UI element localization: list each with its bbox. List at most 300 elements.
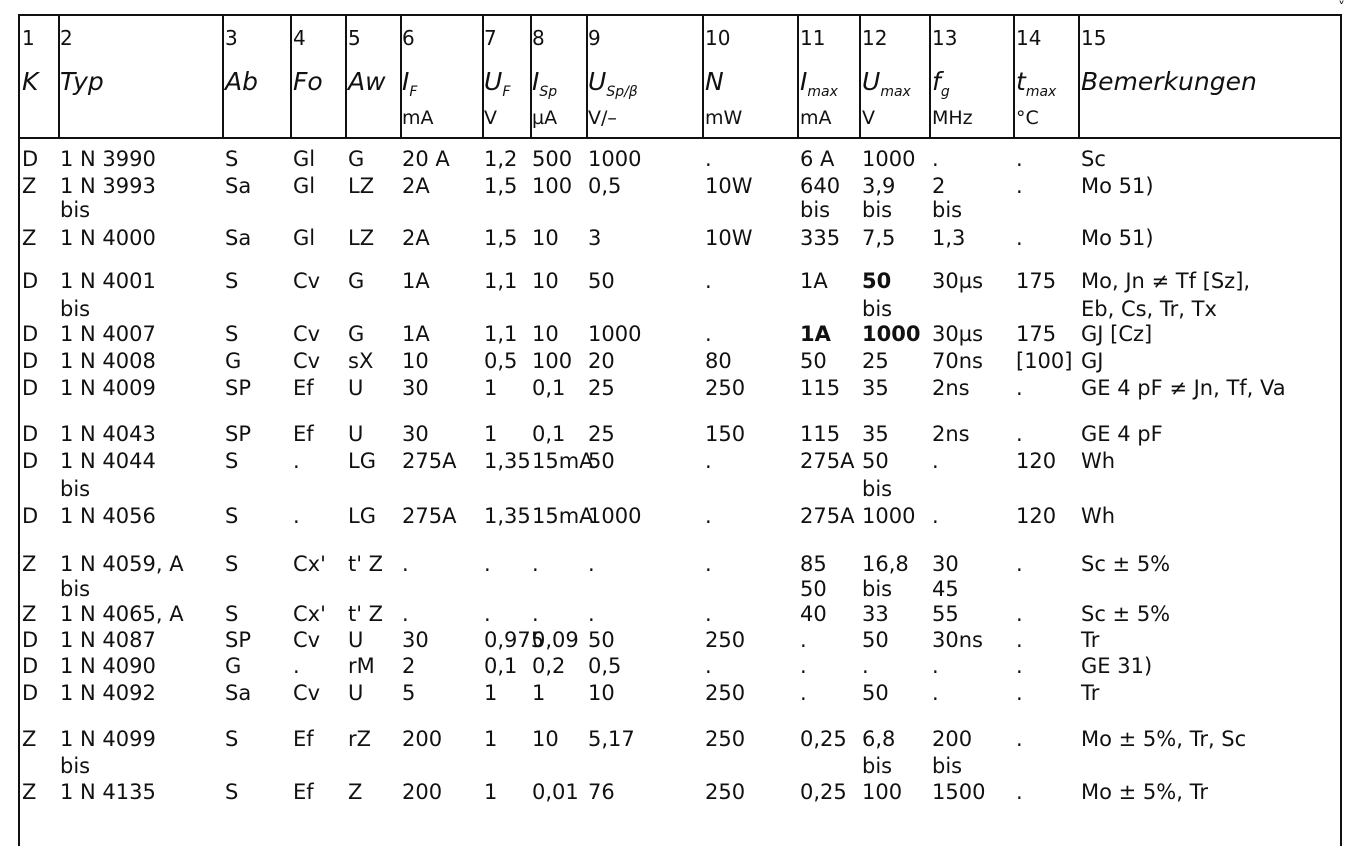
table-cell: Gl <box>293 147 316 171</box>
table-cell: . <box>705 602 712 626</box>
column-label: K <box>22 67 39 96</box>
table-cell: Wh <box>1081 504 1116 528</box>
table-cell: 1 N 4092 <box>60 681 156 705</box>
table-cell: 1 N 4090 <box>60 654 156 678</box>
table-cell: 250 <box>705 681 746 705</box>
table-cell: 1,35 <box>484 449 531 473</box>
table-cell: U <box>348 628 364 652</box>
table-cell: 1,3 <box>932 226 966 250</box>
table-cell: rM <box>348 654 375 678</box>
table-cell: Z <box>22 226 37 250</box>
column-divider <box>797 14 799 139</box>
table-cell: 2ns <box>932 422 970 446</box>
table-cell: Cv <box>293 322 321 346</box>
table-cell: 35 <box>862 422 889 446</box>
table-cell: 2 <box>932 174 946 198</box>
table-cell: . <box>588 602 595 626</box>
table-cell: . <box>705 504 712 528</box>
table-cell: 250 <box>705 376 746 400</box>
table-cell: G <box>348 269 365 293</box>
table-cell: 1A <box>402 322 430 346</box>
table-cell: . <box>800 628 807 652</box>
column-number: 3 <box>225 26 238 50</box>
table-cell: 275A <box>402 504 457 528</box>
table-cell: S <box>225 147 239 171</box>
table-cell: Gl <box>293 174 316 198</box>
table-cell: 0,5 <box>588 174 622 198</box>
table-cell: S <box>225 269 239 293</box>
table-cell: . <box>705 552 712 576</box>
table-cell: 50 <box>862 681 889 705</box>
table-cell: 250 <box>705 727 746 751</box>
table-cell: 120 <box>1016 504 1057 528</box>
table-cell: 15mA <box>532 449 594 473</box>
table-cell: 3 <box>588 226 602 250</box>
table-cell: 10 <box>532 322 559 346</box>
table-cell: SP <box>225 422 251 446</box>
column-label: $t_{max}$ <box>1016 67 1057 100</box>
table-cell: 70ns <box>932 349 983 373</box>
column-label: Aw <box>348 67 386 96</box>
table-cell: . <box>484 602 491 626</box>
table-cell: 100 <box>532 349 573 373</box>
table-cell: 10W <box>705 226 753 250</box>
table-cell: 100 <box>862 780 903 804</box>
column-divider <box>1013 14 1015 139</box>
table-cell: Ef <box>293 376 314 400</box>
table-cell: Ef <box>293 727 314 751</box>
table-cell: 35 <box>862 376 889 400</box>
table-cell: [100] <box>1016 349 1073 373</box>
table-cell: 5 <box>402 681 416 705</box>
table-cell: Z <box>22 552 37 576</box>
table-cell: . <box>705 269 712 293</box>
table-cell: 1000 <box>588 322 642 346</box>
table-cell: . <box>1016 226 1023 250</box>
table-cell: 1 <box>484 376 498 400</box>
table-cell: 1 <box>484 727 498 751</box>
table-cell: . <box>484 552 491 576</box>
table-cell: 2A <box>402 226 430 250</box>
column-label: $U_{max}$ <box>862 67 911 100</box>
table-cell: D <box>22 422 39 446</box>
table-cell: 30µs <box>932 322 984 346</box>
table-cell: 0,2 <box>532 654 566 678</box>
column-number: 11 <box>800 26 826 50</box>
column-unit: µA <box>532 107 558 129</box>
table-cell: 200 <box>402 780 443 804</box>
column-number: 10 <box>705 26 731 50</box>
table-cell: 30 <box>402 376 429 400</box>
table-cell: Mo ± 5%, Tr, Sc <box>1081 727 1247 751</box>
column-number: 13 <box>932 26 958 50</box>
table-cell: . <box>1016 376 1023 400</box>
table-cell: 50 <box>862 628 889 652</box>
table-cell: 1A <box>800 269 828 293</box>
column-number: 5 <box>348 26 361 50</box>
table-cell: 1,1 <box>484 269 518 293</box>
table-cell: 2 <box>402 654 416 678</box>
table-cell: 1A <box>402 269 430 293</box>
table-cell: 0,01 <box>532 780 579 804</box>
table-cell: 1,1 <box>484 322 518 346</box>
table-cell: 1 <box>532 681 546 705</box>
table-cell: Z <box>22 602 37 626</box>
table-cell: 640 <box>800 174 841 198</box>
column-number: 8 <box>532 26 545 50</box>
column-label: $f_g$ <box>932 67 950 100</box>
column-unit: mA <box>402 107 434 129</box>
table-cell: . <box>1016 147 1023 171</box>
table-cell: 50 <box>800 577 827 601</box>
table-cell: Cv <box>293 349 321 373</box>
table-cell: 1 N 3993 <box>60 174 156 198</box>
table-cell: 120 <box>1016 449 1057 473</box>
table-cell: bis <box>60 198 91 222</box>
table-cell: SP <box>225 376 251 400</box>
table-cell: 0,5 <box>484 349 518 373</box>
table-cell: . <box>1016 602 1023 626</box>
table-cell: Z <box>22 174 37 198</box>
table-cell: . <box>1016 727 1023 751</box>
column-unit: MHz <box>932 107 973 129</box>
table-cell: SP <box>225 628 251 652</box>
table-cell: 175 <box>1016 269 1057 293</box>
column-label: $U_F$ <box>484 67 511 100</box>
table-cell: 80 <box>705 349 732 373</box>
table-cell: GJ <box>1081 349 1104 373</box>
table-cell: S <box>225 322 239 346</box>
table-cell: 1A <box>800 322 831 346</box>
table-cell: . <box>862 654 869 678</box>
table-cell: 1 N 4065, A <box>60 602 184 626</box>
table-cell: 10 <box>532 269 559 293</box>
table-cell: 0,25 <box>800 780 847 804</box>
table-cell: Sa <box>225 681 252 705</box>
table-cell: 1 N 4087 <box>60 628 156 652</box>
column-unit: V/– <box>588 107 617 129</box>
table-cell: LG <box>348 504 376 528</box>
column-label: Ab <box>225 67 258 96</box>
table-cell: 33 <box>862 602 889 626</box>
table-cell: Mo 51) <box>1081 226 1154 250</box>
table-cell: G <box>225 349 242 373</box>
table-cell: 76 <box>588 780 615 804</box>
table-cell: 1 N 4001 <box>60 269 156 293</box>
table-cell: Cv <box>293 269 321 293</box>
table-cell: GE 4 pF <box>1081 422 1163 446</box>
table-cell: 10 <box>532 727 559 751</box>
column-unit: mW <box>705 107 743 129</box>
table-cell: 20 A <box>402 147 450 171</box>
table-cell: 0,09 <box>532 628 579 652</box>
table-cell: . <box>1016 552 1023 576</box>
table-cell: Sc ± 5% <box>1081 602 1171 626</box>
column-number: 1 <box>22 26 35 50</box>
table-cell: . <box>705 654 712 678</box>
table-cell: Cv <box>293 628 321 652</box>
table-cell: D <box>22 681 39 705</box>
table-cell: 10W <box>705 174 753 198</box>
column-divider <box>290 14 292 139</box>
table-cell: . <box>705 322 712 346</box>
column-label: Bemerkungen <box>1081 67 1257 96</box>
table-cell: 1 N 4008 <box>60 349 156 373</box>
table-cell: GE 31) <box>1081 654 1153 678</box>
table-cell: . <box>932 504 939 528</box>
table-cell: 1 N 4059, A <box>60 552 184 576</box>
table-cell: Cx' <box>293 602 326 626</box>
table-cell: U <box>348 376 364 400</box>
table-cell: bis <box>800 198 831 222</box>
table-cell: 1 N 4044 <box>60 449 156 473</box>
table-cell: . <box>705 449 712 473</box>
table-cell: Ef <box>293 422 314 446</box>
table-cell: G <box>348 147 365 171</box>
table-cell: Sc <box>1081 147 1106 171</box>
table-cell: bis <box>932 198 963 222</box>
table-cell: Tr <box>1081 628 1100 652</box>
table-cell: D <box>22 349 39 373</box>
table-cell: . <box>1016 174 1023 198</box>
column-unit: °C <box>1016 107 1039 129</box>
column-unit: V <box>484 107 497 129</box>
table-cell: 175 <box>1016 322 1057 346</box>
table-cell: 1 N 4000 <box>60 226 156 250</box>
table-cell: LZ <box>348 226 375 250</box>
table-cell: Eb, Cs, Tr, Tx <box>1081 297 1217 321</box>
table-cell: 100 <box>532 174 573 198</box>
column-unit: mA <box>800 107 832 129</box>
table-cell: D <box>22 654 39 678</box>
table-cell: 2ns <box>932 376 970 400</box>
table-cell: 50 <box>862 449 889 473</box>
table-cell: 40 <box>800 602 827 626</box>
table-cell: bis <box>862 477 893 501</box>
table-cell: sX <box>348 349 374 373</box>
table-cell: . <box>1016 422 1023 446</box>
table-cell: 1 <box>484 422 498 446</box>
table-cell: S <box>225 602 239 626</box>
table-cell: 6 A <box>800 147 835 171</box>
table-cell: 1 N 4056 <box>60 504 156 528</box>
table-cell: 150 <box>705 422 746 446</box>
table-cell: 6,8 <box>862 727 896 751</box>
table-cell: Sa <box>225 174 252 198</box>
table-cell: GJ [Cz] <box>1081 322 1153 346</box>
table-cell: bis <box>862 198 893 222</box>
table-cell: 200 <box>402 727 443 751</box>
table-cell: D <box>22 269 39 293</box>
table-cell: 1000 <box>862 147 916 171</box>
table-cell: . <box>1016 780 1023 804</box>
table-cell: 275A <box>800 449 855 473</box>
table-cell: bis <box>60 754 91 778</box>
table-cell: bis <box>60 477 91 501</box>
table-cell: 30 <box>402 628 429 652</box>
table-cell: Mo, Jn ≠ Tf [Sz], <box>1081 269 1251 293</box>
table-cell: 1 N 3990 <box>60 147 156 171</box>
table-cell: 2A <box>402 174 430 198</box>
column-number: 12 <box>862 26 888 50</box>
table-cell: 50 <box>862 269 892 293</box>
column-divider <box>345 14 347 139</box>
table-cell: 1500 <box>932 780 986 804</box>
table-cell: 50 <box>588 628 615 652</box>
column-label: $I_{max}$ <box>800 67 838 100</box>
table-cell: S <box>225 780 239 804</box>
table-cell: S <box>225 727 239 751</box>
column-number: 4 <box>293 26 306 50</box>
header-divider <box>18 137 1340 139</box>
table-cell: Wh <box>1081 449 1116 473</box>
table-cell: 0,1 <box>484 654 518 678</box>
table-cell: 1000 <box>862 322 921 346</box>
table-cell: Z <box>22 780 37 804</box>
table-cell: 7,5 <box>862 226 896 250</box>
table-cell: 1 <box>484 780 498 804</box>
table-cell: 85 <box>800 552 827 576</box>
table-cell: D <box>22 504 39 528</box>
column-number: 9 <box>588 26 601 50</box>
table-cell: 20 <box>588 349 615 373</box>
table-cell: 275A <box>402 449 457 473</box>
table-cell: 1 N 4007 <box>60 322 156 346</box>
table-cell: 115 <box>800 422 841 446</box>
table-cell: S <box>225 552 239 576</box>
table-cell: Z <box>348 780 363 804</box>
table-cell: . <box>705 147 712 171</box>
table-cell: D <box>22 147 39 171</box>
table-cell: . <box>293 504 300 528</box>
table-cell: D <box>22 628 39 652</box>
table-cell: U <box>348 681 364 705</box>
column-number: 6 <box>402 26 415 50</box>
table-cell: D <box>22 376 39 400</box>
table-cell: 1,2 <box>484 147 518 171</box>
table-cell: 15mA <box>532 504 594 528</box>
column-number: 7 <box>484 26 497 50</box>
table-cell: S <box>225 449 239 473</box>
table-cell: D <box>22 322 39 346</box>
column-number: 15 <box>1081 26 1107 50</box>
table-cell: 1000 <box>588 147 642 171</box>
table-cell: 5,17 <box>588 727 635 751</box>
column-divider <box>859 14 861 139</box>
table-cell: . <box>932 147 939 171</box>
table-cell: 16,8 <box>862 552 909 576</box>
table-cell: 50 <box>588 449 615 473</box>
table-cell: 25 <box>588 422 615 446</box>
table-cell: rZ <box>348 727 372 751</box>
table-cell: . <box>932 654 939 678</box>
table-cell: Sc ± 5% <box>1081 552 1171 576</box>
table-cell: bis <box>60 577 91 601</box>
table-cell: D <box>22 449 39 473</box>
table-cell: 50 <box>588 269 615 293</box>
table-cell: t' Z <box>348 602 384 626</box>
table-cell: 200 <box>932 727 973 751</box>
column-divider <box>929 14 931 139</box>
table-cell: 0,25 <box>800 727 847 751</box>
table-cell: . <box>402 552 409 576</box>
table-cell: 115 <box>800 376 841 400</box>
table-cell: 0,1 <box>532 376 566 400</box>
table-cell: . <box>588 552 595 576</box>
table-cell: . <box>1016 654 1023 678</box>
table-cell: GE 4 pF ≠ Jn, Tf, Va <box>1081 376 1286 400</box>
table-cell: G <box>225 654 242 678</box>
table-cell: 50 <box>800 349 827 373</box>
corner-mark: ˅ <box>1338 0 1345 16</box>
table-cell: Cx' <box>293 552 326 576</box>
table-cell: 10 <box>532 226 559 250</box>
table-cell: 30ns <box>932 628 983 652</box>
table-cell: 250 <box>705 628 746 652</box>
table-cell: bis <box>862 297 893 321</box>
table-cell: 1,5 <box>484 226 518 250</box>
table-cell: Cv <box>293 681 321 705</box>
table-cell: 1 N 4135 <box>60 780 156 804</box>
column-divider <box>702 14 704 139</box>
column-label: $U_{Sp/\beta}$ <box>588 67 638 100</box>
table-cell: LZ <box>348 174 375 198</box>
table-cell: 25 <box>588 376 615 400</box>
table-cell: 1 N 4043 <box>60 422 156 446</box>
table-cell: Z <box>22 727 37 751</box>
table-cell: S <box>225 504 239 528</box>
table-cell: . <box>932 449 939 473</box>
table-cell: U <box>348 422 364 446</box>
table-cell: 0,1 <box>532 422 566 446</box>
table-cell: 30 <box>402 422 429 446</box>
table-cell: 275A <box>800 504 855 528</box>
table-cell: . <box>293 449 300 473</box>
table-cell: . <box>402 602 409 626</box>
table-cell: 1,5 <box>484 174 518 198</box>
column-number: 14 <box>1016 26 1042 50</box>
table-cell: 55 <box>932 602 959 626</box>
table-cell: 335 <box>800 226 841 250</box>
column-divider <box>222 14 224 139</box>
table-cell: . <box>532 552 539 576</box>
table-cell: Gl <box>293 226 316 250</box>
table-cell: . <box>932 681 939 705</box>
table-cell: 1,35 <box>484 504 531 528</box>
table-cell: bis <box>862 754 893 778</box>
table-cell: Mo ± 5%, Tr <box>1081 780 1208 804</box>
column-number: 2 <box>60 26 73 50</box>
table-cell: 45 <box>932 577 959 601</box>
table-cell: 1000 <box>588 504 642 528</box>
table-cell: t' Z <box>348 552 384 576</box>
table-cell: . <box>800 654 807 678</box>
table-cell: 1000 <box>862 504 916 528</box>
table-cell: Sa <box>225 226 252 250</box>
table-cell: Mo 51) <box>1081 174 1154 198</box>
table-cell: . <box>532 602 539 626</box>
table-cell: 30µs <box>932 269 984 293</box>
table-cell: . <box>1016 681 1023 705</box>
table-cell: bis <box>932 754 963 778</box>
table-cell: 3,9 <box>862 174 896 198</box>
table-cell: . <box>800 681 807 705</box>
table-cell: 500 <box>532 147 573 171</box>
table-cell: Ef <box>293 780 314 804</box>
table-cell: . <box>293 654 300 678</box>
table-cell: 250 <box>705 780 746 804</box>
table-cell: bis <box>60 297 91 321</box>
